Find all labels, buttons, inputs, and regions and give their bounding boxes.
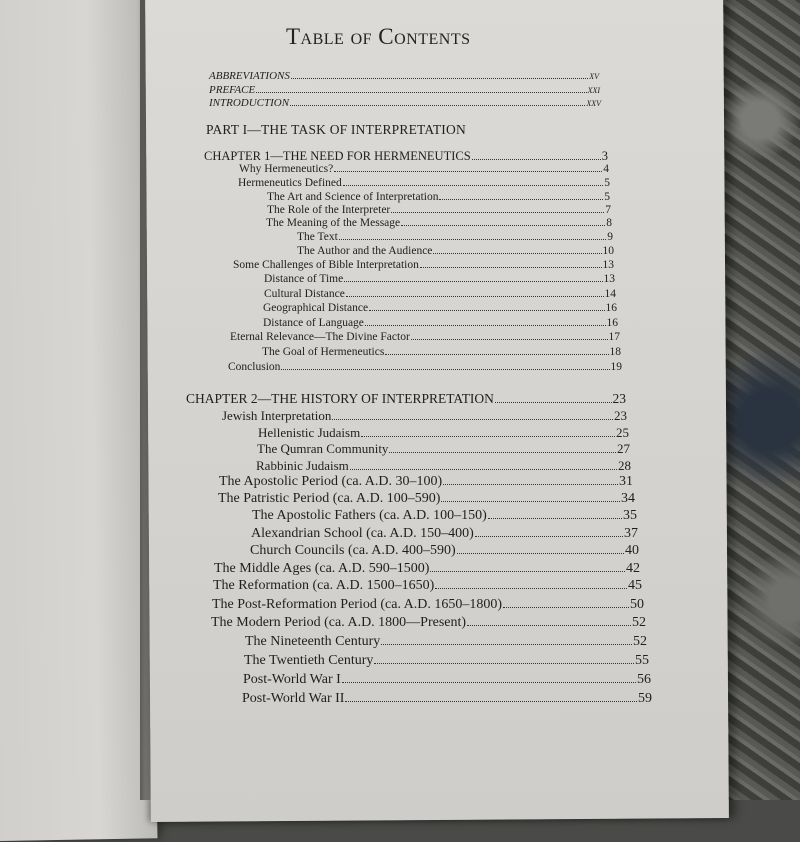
toc-page: xxi (587, 84, 600, 96)
toc-entry (245, 634, 647, 650)
toc-label: PREFACE (209, 84, 256, 96)
toc-label: The Apostolic Period (ca. A.D. 30–100) (219, 474, 443, 489)
toc-page-number: 52 (632, 615, 646, 630)
toc-entry (243, 672, 651, 688)
toc-label: Jewish Interpretation (222, 408, 332, 423)
toc-label: Why Hermeneutics? (239, 163, 334, 176)
dot-leader (342, 672, 636, 683)
dot-leader (290, 97, 585, 106)
toc-label: Hermeneutics Defined (238, 177, 342, 190)
toc-entry (267, 204, 611, 216)
toc-page-number: 37 (624, 526, 638, 541)
toc-entry-abbreviations (209, 70, 599, 82)
toc-entry (251, 526, 638, 542)
toc-page-number: 3 (601, 149, 608, 163)
toc-label: The Goal of Hermeneutics (262, 346, 385, 359)
toc-label: The Text (297, 231, 338, 244)
toc-page-number: 25 (616, 425, 629, 440)
dot-leader (365, 317, 606, 326)
toc-label: Hellenistic Judaism (258, 425, 361, 440)
dot-leader (256, 84, 586, 93)
dot-leader (443, 474, 618, 485)
toc-label: Distance of Time (264, 273, 344, 286)
toc-label: Alexandrian School (ca. A.D. 150–400) (251, 526, 474, 541)
dot-leader (433, 245, 601, 254)
toc-page-number: 4 (603, 163, 609, 176)
toc-page-number: 18 (609, 346, 621, 359)
toc-entry (211, 615, 646, 631)
dot-leader (391, 204, 604, 213)
dot-leader (346, 288, 604, 297)
toc-label: The Middle Ages (ca. A.D. 590–1500) (214, 561, 430, 576)
toc-page-number: 17 (608, 331, 620, 344)
toc-label: The Reformation (ca. A.D. 1500–1650) (213, 578, 435, 593)
dot-leader (475, 526, 623, 537)
toc-label: Geographical Distance (263, 302, 369, 315)
part-heading: PART I—THE TASK OF INTERPRETATION (206, 122, 466, 137)
toc-page-number: 35 (623, 508, 637, 523)
chapter-heading (186, 391, 626, 407)
toc-label: The Meaning of the Message (266, 217, 401, 230)
toc-label: INTRODUCTION (209, 97, 290, 109)
dot-leader (457, 543, 624, 554)
toc-entry (212, 597, 644, 613)
toc-page: xv (589, 70, 599, 82)
toc-label: ABBREVIATIONS (209, 70, 290, 82)
toc-label: Eternal Relevance—The Divine Factor (230, 331, 410, 344)
dot-leader (411, 331, 608, 340)
toc-entry (258, 425, 629, 441)
toc-page-number: 55 (635, 653, 649, 668)
dot-leader (350, 460, 617, 470)
toc-entry (213, 578, 642, 594)
toc-page-number: 16 (606, 317, 618, 330)
dot-leader (472, 150, 601, 160)
toc-page-number: 28 (618, 458, 631, 473)
toc-page-number: 9 (607, 231, 613, 244)
toc-label: The Apostolic Fathers (ca. A.D. 100–150) (252, 508, 487, 523)
toc-entry (214, 561, 640, 577)
toc-label: The Modern Period (ca. A.D. 1800—Present) (211, 615, 467, 630)
toc-page-number: 8 (606, 217, 612, 230)
toc-page-number: 10 (602, 245, 614, 258)
toc-entry (297, 231, 613, 243)
dot-leader (381, 634, 632, 645)
dot-leader (430, 561, 625, 572)
dot-leader (385, 346, 608, 355)
toc-label: Cultural Distance (264, 288, 345, 301)
dot-leader (334, 163, 602, 172)
dot-leader (503, 597, 629, 608)
dot-leader (467, 615, 631, 626)
toc-page-number: 23 (612, 391, 626, 406)
dot-leader (343, 177, 603, 186)
toc-label: The Patristic Period (ca. A.D. 100–590) (218, 491, 441, 506)
dot-leader (281, 361, 609, 370)
toc-page-number: 13 (603, 273, 615, 286)
toc-page-number: 23 (614, 408, 627, 423)
toc-entry-preface (209, 84, 600, 96)
dot-leader (374, 653, 634, 664)
dot-leader (389, 443, 616, 453)
toc-label: The Art and Science of Interpretation (267, 191, 439, 204)
toc-page-number: 34 (621, 491, 635, 506)
toc-entry (266, 217, 612, 229)
toc-page-number: 16 (605, 302, 617, 315)
toc-entry (219, 474, 633, 490)
toc-page-number: 31 (619, 474, 633, 489)
toc-page-number: 40 (625, 543, 639, 558)
toc-entry (218, 491, 635, 507)
toc-page-number: 56 (637, 672, 651, 687)
toc-page-number: 14 (604, 288, 616, 301)
toc-entry (242, 691, 652, 707)
dot-leader (420, 259, 602, 268)
toc-entry (297, 245, 614, 257)
toc-label: The Twentieth Century (244, 653, 374, 668)
toc-entry (244, 653, 649, 669)
toc-label: Post-World War I (243, 672, 341, 687)
toc-page-number: 5 (604, 177, 610, 190)
toc-page-number: 19 (610, 361, 622, 374)
toc-entry (222, 408, 627, 424)
dot-leader (344, 273, 602, 282)
toc-label: The Author and the Audience (297, 245, 433, 258)
chapter-heading (204, 149, 608, 164)
page-title: Table of Contents (286, 24, 471, 49)
toc-entry (256, 458, 631, 474)
dot-leader (339, 231, 606, 240)
toc-entry-introduction (209, 97, 601, 109)
toc-page-number: 7 (605, 204, 611, 217)
toc-entry (239, 163, 609, 175)
toc-entry (264, 273, 615, 285)
toc-label: CHAPTER 2—THE HISTORY OF INTERPRETATION (186, 391, 494, 406)
toc-page-number: 27 (617, 441, 630, 456)
toc-label: The Post-Reformation Period (ca. A.D. 1650–1800) (212, 597, 503, 612)
toc-entry (264, 288, 616, 300)
toc-label: Rabbinic Judaism (256, 458, 349, 473)
toc-entry (238, 177, 610, 189)
toc-entry (233, 259, 614, 271)
toc-page-number: 5 (604, 191, 610, 204)
dot-leader (439, 191, 603, 200)
dot-leader (441, 491, 620, 502)
toc-page-number: 59 (638, 691, 652, 706)
dot-leader (345, 691, 637, 702)
dot-leader (495, 393, 612, 403)
toc-label: The Nineteenth Century (245, 634, 381, 649)
toc-label: Distance of Language (263, 317, 364, 330)
toc-page: xxv (586, 97, 601, 109)
toc-label: Some Challenges of Bible Interpretation (233, 259, 419, 272)
toc-label: Post-World War II (242, 691, 345, 706)
toc-entry (230, 331, 620, 343)
dot-leader (361, 427, 615, 437)
toc-entry (257, 441, 630, 457)
toc-entry (250, 543, 639, 559)
dot-leader (369, 302, 604, 311)
dot-leader (291, 70, 588, 79)
toc-label: Conclusion (228, 361, 281, 374)
toc-entry (252, 508, 637, 524)
toc-page-number: 42 (626, 561, 640, 576)
toc-entry (263, 302, 617, 314)
toc-page-number: 13 (602, 259, 614, 272)
toc-page-number: 45 (628, 578, 642, 593)
dot-leader (435, 578, 627, 589)
toc-page-number: 50 (630, 597, 644, 612)
toc-entry (228, 361, 622, 373)
dot-leader (401, 217, 605, 226)
toc-page-number: 52 (633, 634, 647, 649)
toc-entry (263, 317, 618, 329)
toc-label: The Qumran Community (257, 441, 389, 456)
toc-entry (267, 191, 610, 203)
dot-leader (332, 410, 613, 420)
toc-label: CHAPTER 1—THE NEED FOR HERMENEUTICS (204, 149, 471, 163)
toc-label: The Role of the Interpreter (267, 204, 391, 217)
toc-label: Church Councils (ca. A.D. 400–590) (250, 543, 456, 558)
left-facing-page (0, 0, 157, 842)
dot-leader (488, 508, 622, 519)
toc-entry (262, 346, 621, 358)
